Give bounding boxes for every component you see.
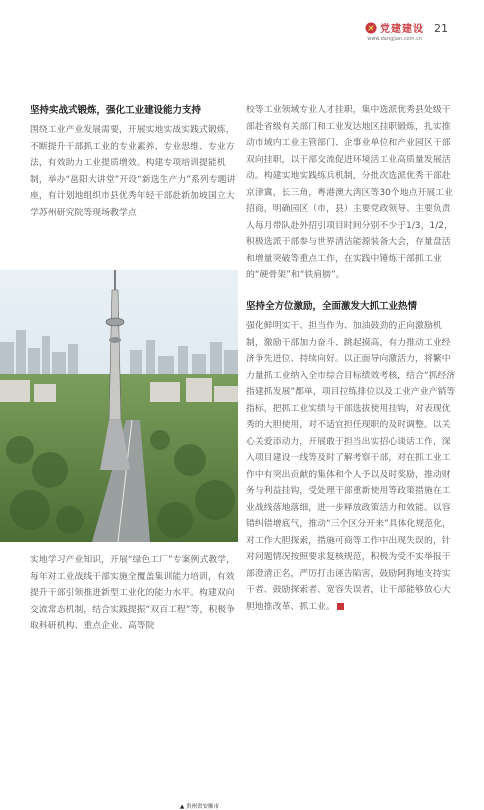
brand-name: 党建建设 xyxy=(380,24,424,35)
section1-title: 坚持实战式锻炼，强化工业建设能力支持 xyxy=(30,105,202,116)
page-header xyxy=(0,0,484,48)
party-emblem-icon xyxy=(365,22,377,34)
brand-url: www.dangjian.com.cn xyxy=(367,36,422,42)
brand xyxy=(365,20,424,35)
article-end-icon xyxy=(337,603,344,610)
section1-left-paragraph: 围绕工业产业发展需要，开展实地实战实践式锻炼，不断提升干部抓工业的专业素养、专业思维、专业方法，有效助力工业提质增效。构建专项培训提能机制，举办“邕阳大讲堂”开设“新选生产力”系列专题讲座，有计划地组织市县优秀年轻干部赴新加坡国立大学苏州研究院等现场教学点 xyxy=(30,125,236,218)
section2-paragraph xyxy=(246,318,458,615)
section1-left-continued xyxy=(30,552,236,635)
section2-text: 强化鲜明实干、担当作为、加油鼓劲的正向激励机制，激励干部加力奋斗、跳起摸高，有力推动工业经济争先进位、持续向好。以正面导向激活力，将繁中力量抓工业纳入全市综合目标绩效考核，结合“抓经济指建抓发展”都单，项目拉练排位以及工业产业产销等指标，把抓工业实绩与干部选拔使用挂钩，对表现优秀的大胆使用，对不适宜担任现职的及时调整。以关心关爱添动力，开展敢于担当出实招心谈话工作，深入项目建设一线等及时了解考察干部，对在抓工业工作中有突出贡献的集体和个人予以及时奖励，推动财务与利益挂钩，受处理干部重新使用等政策措施在工业战线落地落细，进一步释放政策活力和效能。以容错纠错增底气，推动“三个区分开来”具体化规范化，对工作大胆探索，措施可商等工作中出现失误的，针对问题情况按照要求复核规范，积极为受不实举报干部澄清正名，严厉打击诬告陷害，鼓励阿狗地支持实干者、鼓励探索者、宽容失误者，让干部能够放心大胆地推改革、抓工业。 xyxy=(246,321,456,612)
section1-left-continued-paragraph: 实地学习产业知识，开展“绿色工厂”专案例式教学，每年对工业战线干部实施全覆盖集训能力培训，有效提升干部引领推进新型工业化的能力水平。构建双向交流常态机制，结合实践提振“双百工程”等，积极争取科研机构、重点企业、高等院 xyxy=(30,555,236,631)
photo-caption: ▲ 贵州省安顺市 xyxy=(180,804,219,810)
page-number: 21 xyxy=(434,22,448,35)
cityscape-image xyxy=(0,270,238,542)
section1-left-column xyxy=(30,102,236,221)
section1-right-column xyxy=(246,102,458,284)
section2 xyxy=(246,298,458,615)
section1-right-paragraph: 校等工业领域专业人才挂职，集中选派优秀县处级干部赴省级有关部门和工业发达地区挂职锻炼，扎实推动市域内工业主管部门、企事业单位和产业园区干部双向挂职，以干部交流促进环境活工业高质量发展活动。构建实地实践练兵机制，分批次选派优秀干部赴京津冀，长三角，粤港澳大湾区等30个地点开展工业招商，明确园区（市，县）主要党政领导、主要负责人每月带队赴外招引项目时间分别不少于1/3，1/2，积极选派干部参与世界清洁能源装备大会，存量盘活和增量突破等重点工作，在实践中锤炼干部抓工业的“硬骨架”和“铁肩膀”。 xyxy=(246,105,454,280)
section2-title: 坚持全方位激励，全面激发大抓工业热情 xyxy=(246,301,418,312)
